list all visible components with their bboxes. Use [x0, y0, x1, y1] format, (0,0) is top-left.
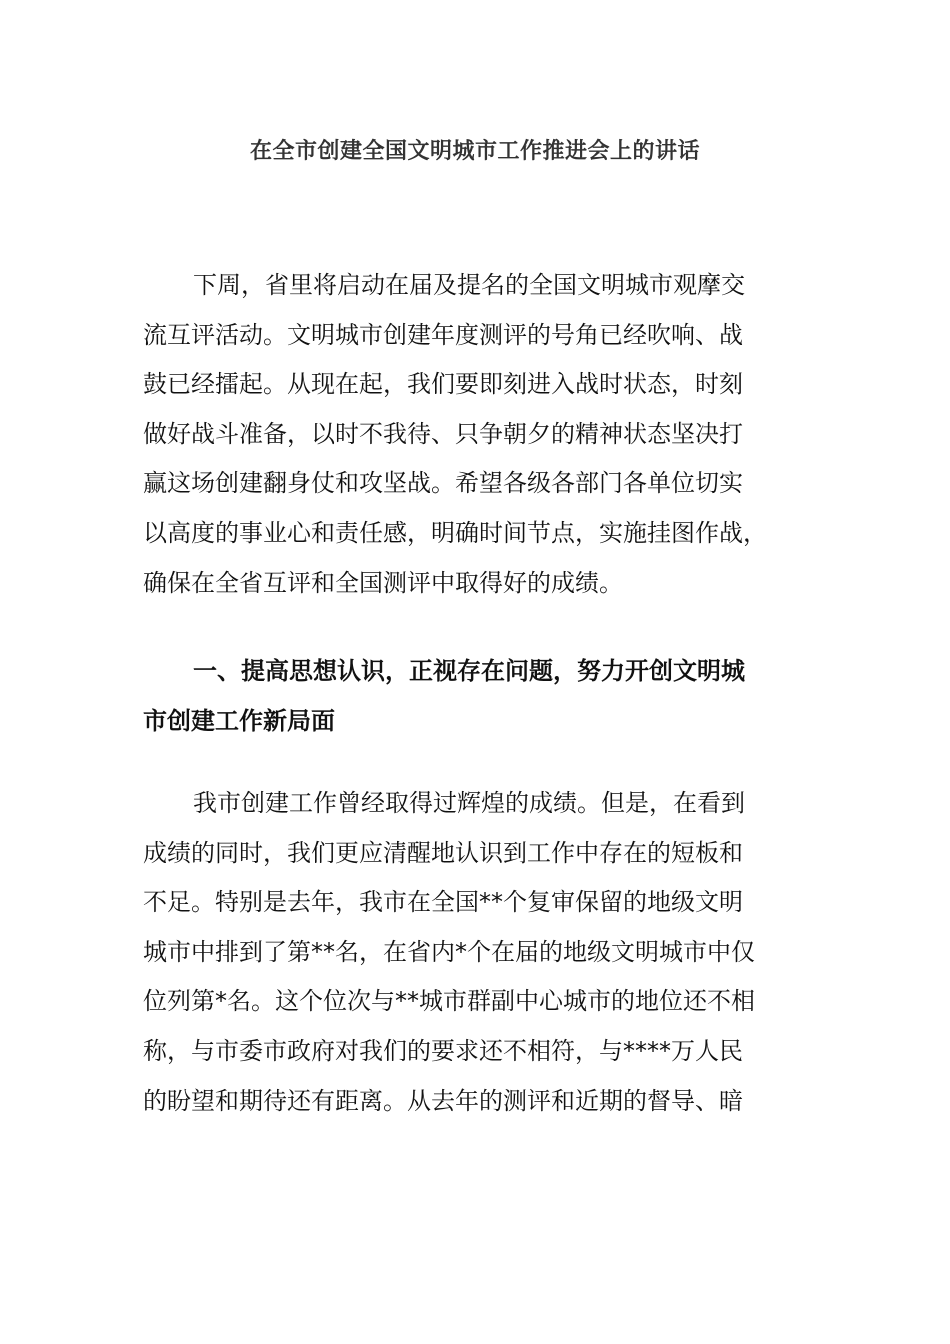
- text-line: 鼓已经擂起。从现在起，我们要即刻进入战时状态，时刻: [143, 370, 743, 399]
- text-line: 赢这场创建翻身仗和攻坚战。希望各级各部门各单位切实: [143, 469, 743, 498]
- text-line: 位列第*名。这个位次与**城市群副中心城市的地位还不相: [143, 987, 755, 1016]
- text-line: 成绩的同时，我们更应清醒地认识到工作中存在的短板和: [143, 838, 743, 867]
- text-line: 确保在全省互评和全国测评中取得好的成绩。: [143, 568, 623, 597]
- text-line: 下周，省里将启动在届及提名的全国文明城市观摩交: [193, 271, 745, 299]
- paragraph-intro: [143, 261, 808, 608]
- text-line: 的盼望和期待还有距离。从去年的测评和近期的督导、暗: [143, 1086, 743, 1115]
- document-title: 在全市创建全国文明城市工作推进会上的讲话: [249, 139, 700, 164]
- section-heading-1: [143, 647, 808, 746]
- paragraph-section-1: [143, 779, 808, 1126]
- heading-line: 市创建工作新局面: [143, 706, 335, 735]
- text-line: 城市中排到了第**名，在省内*个在届的地级文明城市中仅: [143, 937, 755, 966]
- heading-line: 一、提高思想认识，正视存在问题，努力开创文明城: [193, 657, 745, 685]
- text-line: 不足。特别是去年，我市在全国**个复审保留的地级文明: [143, 888, 743, 917]
- text-line: 做好战斗准备，以时不我待、只争朝夕的精神状态坚决打: [143, 419, 743, 448]
- text-line: 流互评活动。文明城市创建年度测评的号角已经吹响、战: [143, 320, 743, 349]
- text-line: 称，与市委市政府对我们的要求还不相符，与****万人民: [143, 1036, 743, 1065]
- text-line: 以高度的事业心和责任感，明确时间节点，实施挂图作战，: [143, 518, 767, 547]
- text-line: 我市创建工作曾经取得过辉煌的成绩。但是，在看到: [193, 789, 745, 817]
